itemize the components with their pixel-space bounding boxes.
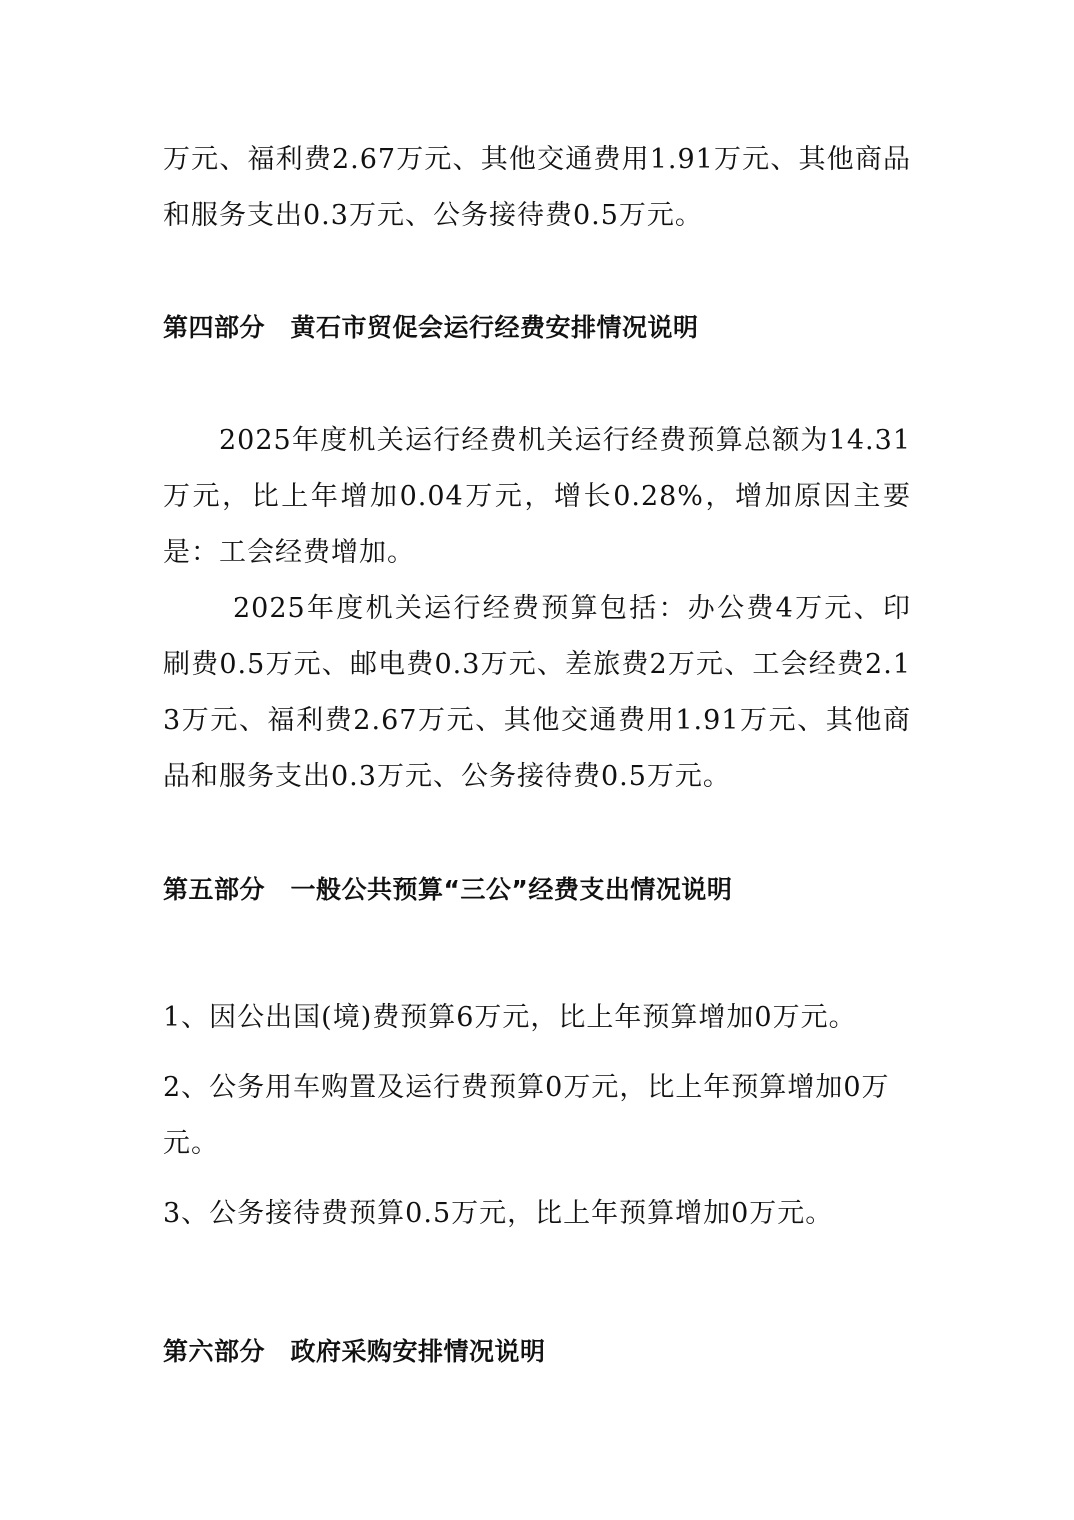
section-4-paragraph-1: 2025年度机关运行经费机关运行经费预算总额为14.31万元，比上年增加0.04万元，增长0.28%，增加原因主要是：工会经费增加。: [163, 425, 911, 568]
section-5-item-2: 2、公务用车购置及运行费预算0万元，比上年预算增加0万元。: [163, 1072, 890, 1159]
section-5-heading: 第五部分 一般公共预算“三公”经费支出情况说明: [163, 875, 733, 904]
section-6-heading: 第六部分 政府采购安排情况说明: [163, 1337, 546, 1366]
section-5-item-3: 3、公务接待费预算0.5万元，比上年预算增加0万元。: [163, 1198, 834, 1229]
section-4-heading: 第四部分 黄石市贸促会运行经费安排情况说明: [163, 313, 699, 342]
section-5-item-1: 1、因公出国(境)费预算6万元，比上年预算增加0万元。: [163, 1002, 857, 1033]
section-4-paragraph-2: 2025年度机关运行经费预算包括：办公费4万元、印刷费0.5万元、邮电费0.3万元、差旅费2万元、工会经费2.13万元、福利费2.67万元、其他交通费用1.91万元、其他商品和服务支出0.3万元、公务接待费0.5万元。: [163, 593, 911, 792]
continued-paragraph: 万元、福利费2.67万元、其他交通费用1.91万元、其他商品和服务支出0.3万元、公务接待费0.5万元。: [163, 144, 911, 231]
